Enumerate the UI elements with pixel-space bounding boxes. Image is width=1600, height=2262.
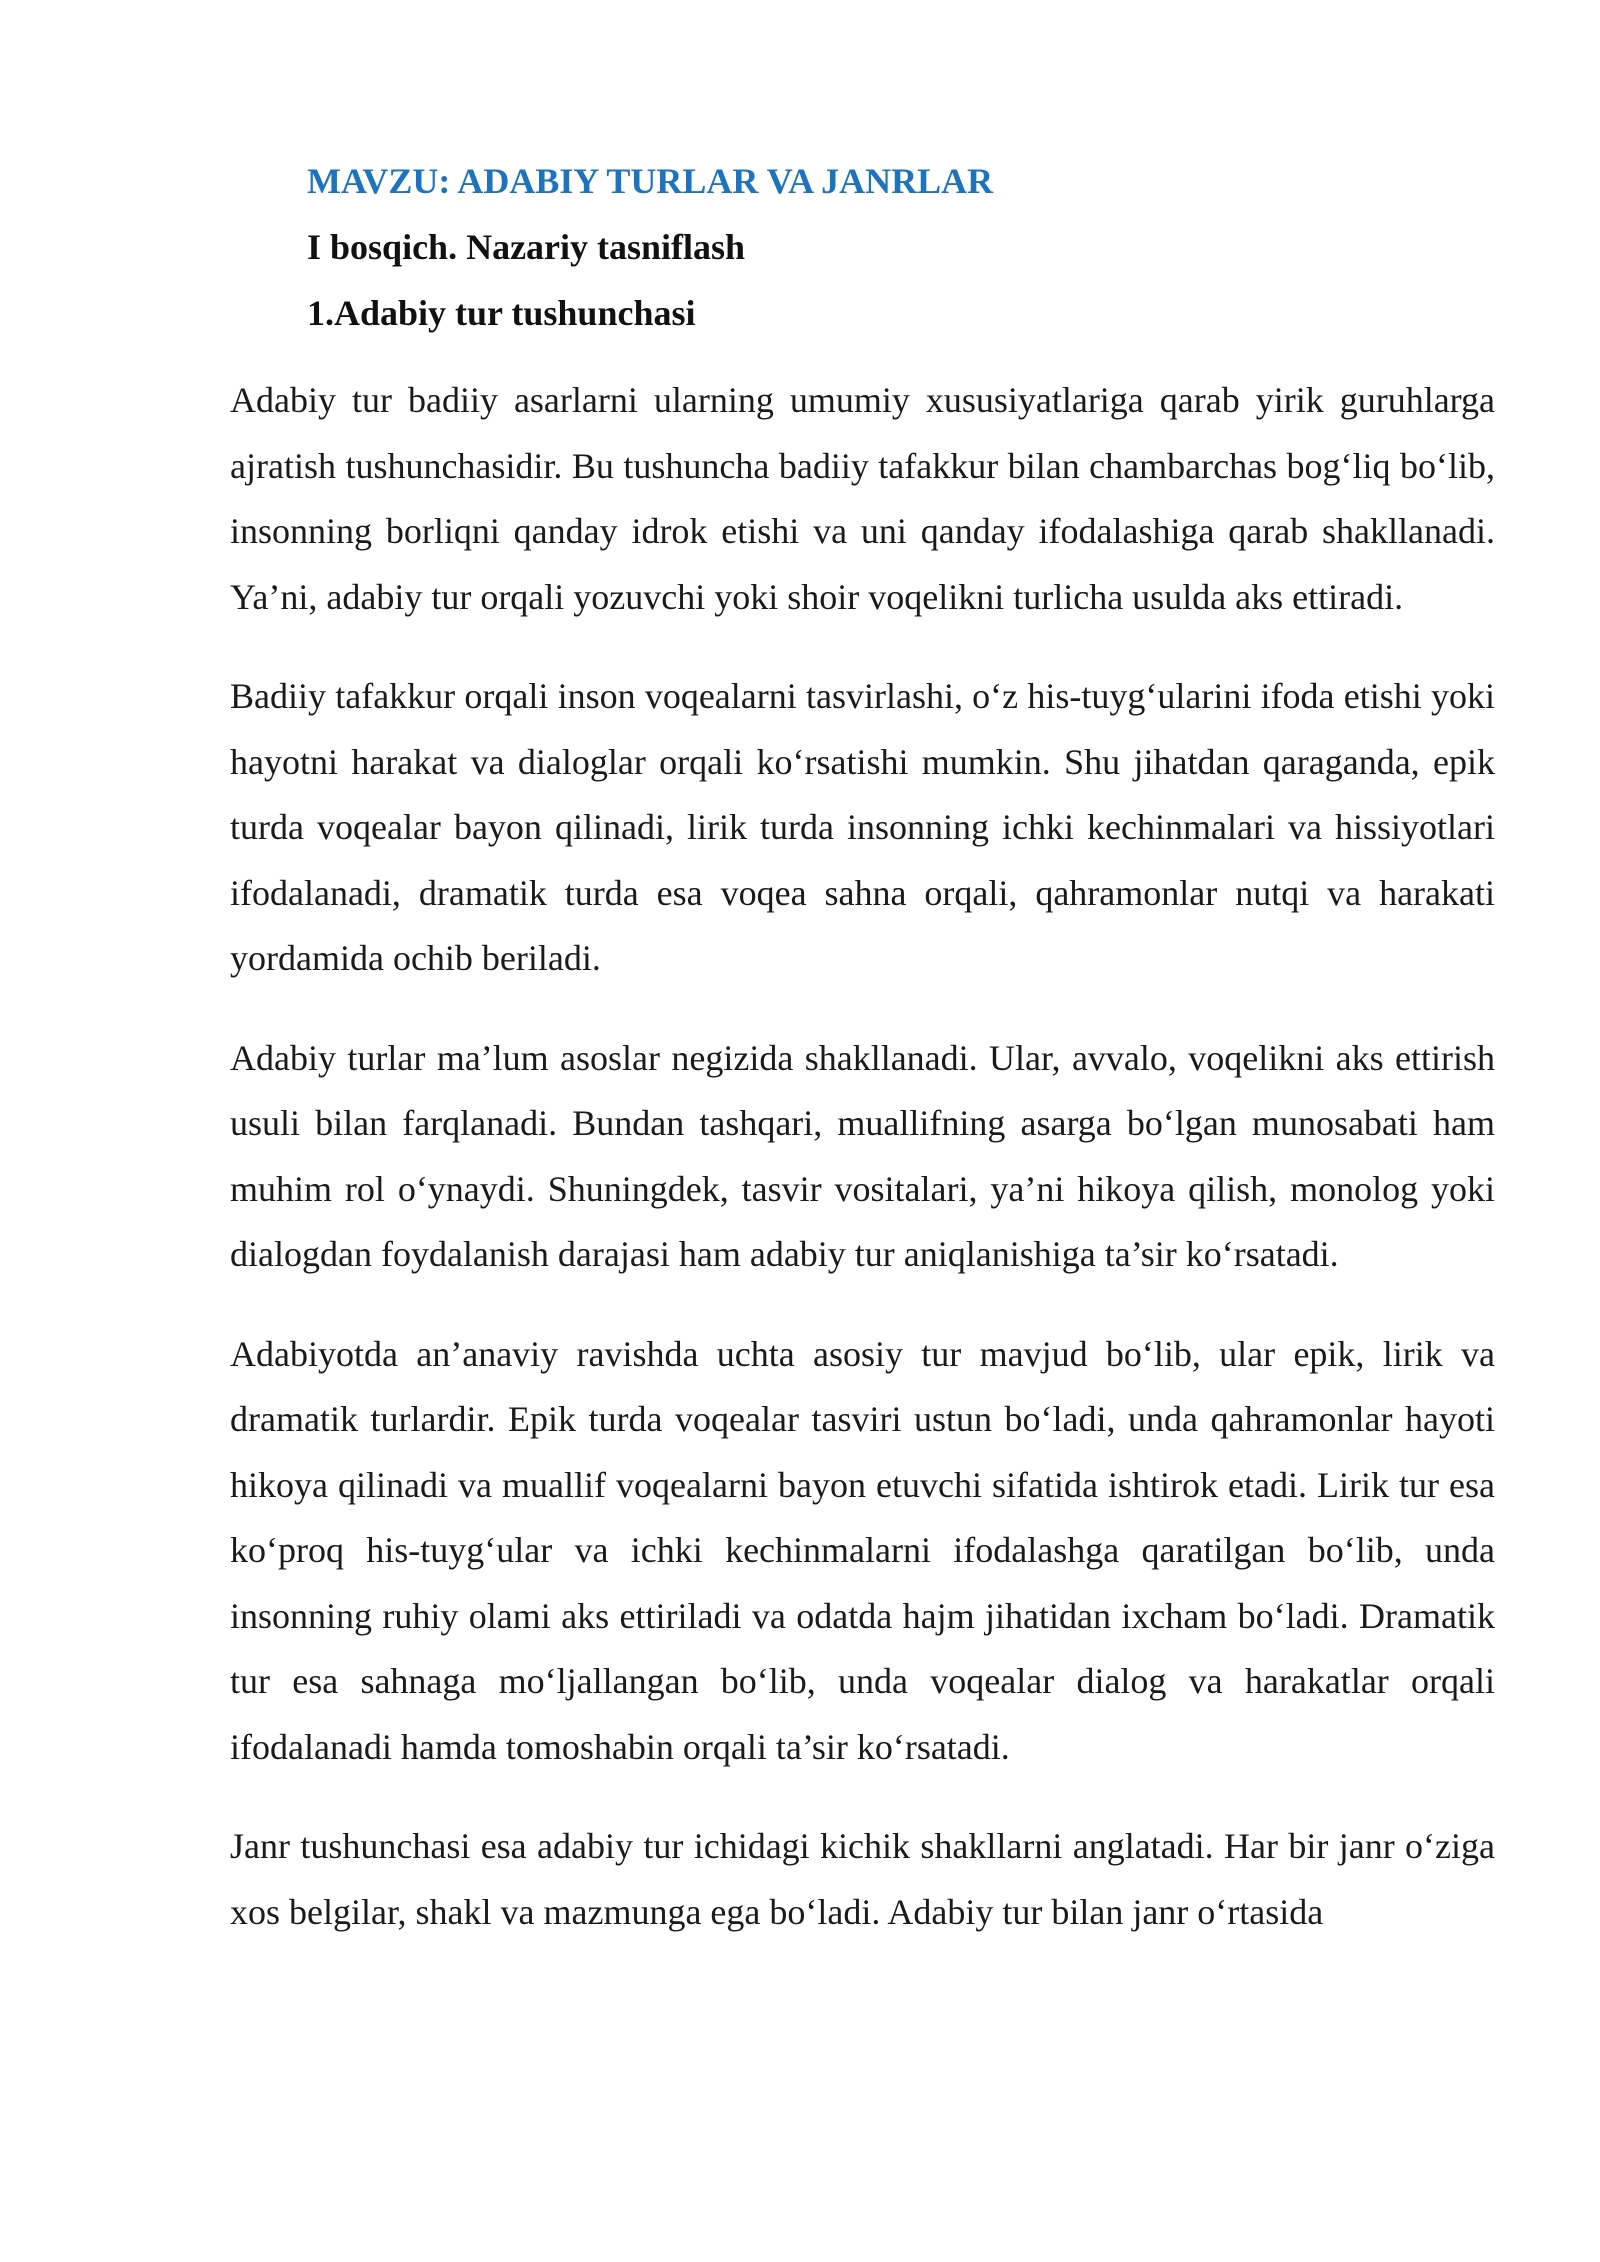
document-body: [230, 368, 1495, 1945]
stage-heading: I bosqich. Nazariy tasniflash: [307, 227, 746, 267]
paragraph: Janr tushunchasi esa adabiy tur ichidagi kichik shakllarni anglatadi. Har bir janr o‘ziga xos belgilar, shakl va mazmunga ega bo‘ladi. Adabiy tur bilan janr o‘rtasida: [230, 1826, 1495, 1932]
paragraph: Badiiy tafakkur orqali inson voqealarni tasvirlashi, o‘z his-tuyg‘ularini ifoda etishi yoki hayotni harakat va dialoglar orqali ko‘rsatishi mumkin. Shu jihatdan qaraganda, epik turda voqealar bayon qilinadi, lirik turda insonning ichki kechinmalari va hissiyotlari ifodalanadi, dramatik turda esa voqea sahna orqali, qahramonlar nutqi va harakati yordamida ochib beriladi.: [230, 676, 1495, 978]
document-title: MAVZU: ADABIY TURLAR VA JANRLAR: [307, 161, 994, 201]
paragraph: Adabiyotda an’anaviy ravishda uchta asosiy tur mavjud bo‘lib, ular epik, lirik va dramatik turlardir. Epik turda voqealar tasviri ustun bo‘ladi, unda qahramonlar hayoti hikoya qilinadi va muallif voqealarni bayon etuvchi sifatida ishtirok etadi. Lirik tur esa ko‘proq his-tuyg‘ular va ichki kechinmalarni ifodalashga qaratilgan bo‘lib, unda insonning ruhiy olami aks ettiriladi va odatda hajm jihatidan ixcham bo‘ladi. Dramatik tur esa sahnaga mo‘ljallangan bo‘lib, unda voqealar dialog va harakatlar orqali ifodalanadi hamda tomoshabin orqali ta’sir ko‘rsatadi.: [230, 1333, 1495, 1767]
paragraph: Adabiy turlar ma’lum asoslar negizida shakllanadi. Ular, avvalo, voqelikni aks ettirish usuli bilan farqlanadi. Bundan tashqari, muallifning asarga bo‘lgan munosabati ham muhim rol o‘ynaydi. Shuningdek, tasvir vositalari, ya’ni hikoya qilish, monolog yoki dialogdan foydalanish darajasi ham adabiy tur aniqlanishiga ta’sir ko‘rsatadi.: [230, 1037, 1495, 1274]
paragraph: Adabiy tur badiiy asarlarni ularning umumiy xususiyatlariga qarab yirik guruhlarga ajratish tushunchasidir. Bu tushuncha badiiy tafakkur bilan chambarchas bog‘liq bo‘lib, insonning borliqni qanday idrok etishi va uni qanday ifodalashiga qarab shakllanadi. Ya’ni, adabiy tur orqali yozuvchi yoki shoir voqelikni turlicha usulda aks ettiradi.: [230, 380, 1495, 617]
document-page: [230, 148, 1495, 1979]
section-heading: 1.Adabiy tur tushunchasi: [307, 293, 696, 333]
